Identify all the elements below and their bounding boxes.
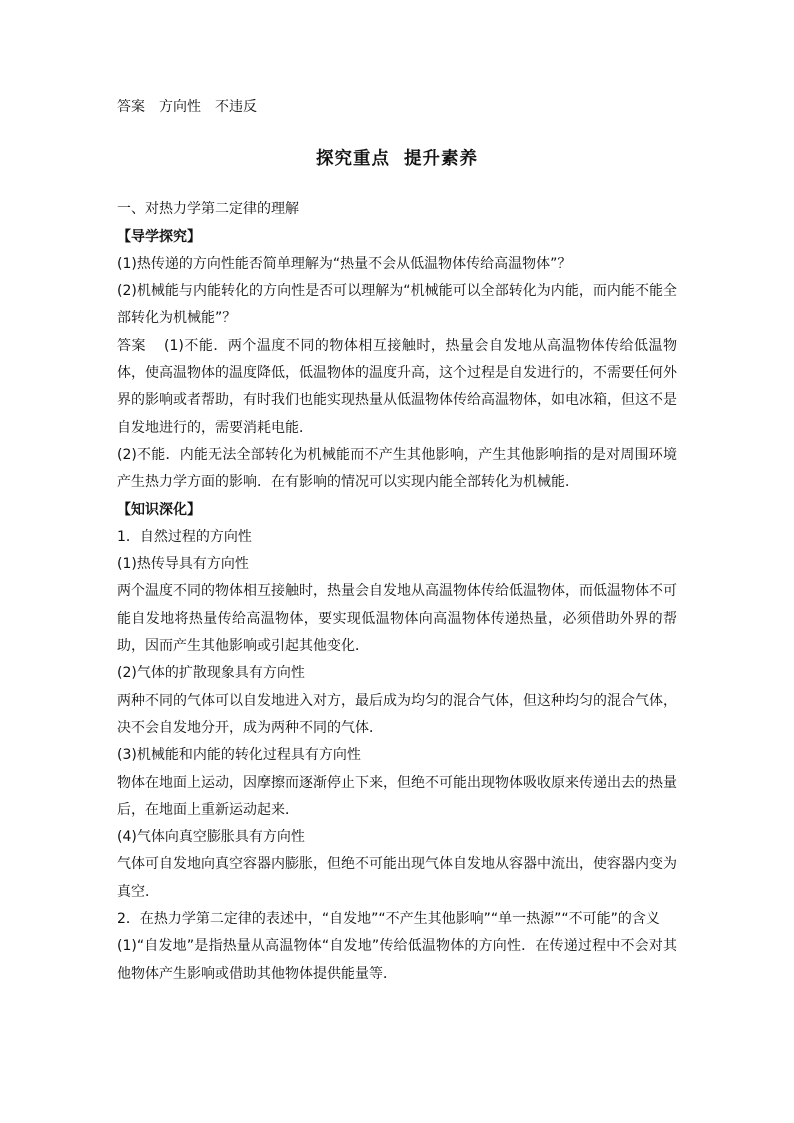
paragraph: 两个温度不同的物体相互接触时，热量会自发地从高温物体传给低温物体，而低温物体不可能自发地将热量传给高温物体，要实现低温物体向高温物体传递热量，必须借助外界的帮助，因而产生其他影响或引起其他变化． bbox=[117, 583, 677, 655]
document-page bbox=[117, 94, 677, 988]
answer-value: 方向性 bbox=[159, 99, 201, 115]
answer-line bbox=[117, 94, 677, 121]
knowledge-item-1: 1．自然过程的方向性 bbox=[117, 528, 252, 545]
answer-1: 答案 (1)不能．两个温度不同的物体相互接触时，热量会自发地从高温物体传给低温物体，使高温物体的温度降低，低温物体的温度升高，这个过程是自发进行的，不需要任何外界的影响或者帮助，有时我们也能实现热量从低温物体传给高温物体，如电冰箱，但这不是自发地进行的，需要消耗电能． bbox=[117, 337, 677, 436]
answer-value: 不违反 bbox=[215, 99, 257, 115]
question-2: (2)机械能与内能转化的方向性是否可以理解为“机械能可以全部转化为内能，而内能不能全部转化为机械能”？ bbox=[117, 283, 677, 327]
paragraph: 两种不同的气体可以自发地进入对方，最后成为均匀的混合气体，但这种均匀的混合气体，决不会自发地分开，成为两种不同的气体． bbox=[117, 692, 677, 736]
subheading: (2)气体的扩散现象具有方向性 bbox=[117, 665, 305, 682]
paragraph: 物体在地面上运动，因摩擦而逐渐停止下来，但绝不可能出现物体吸收原来传递出去的热量后，在地面上重新运动起来． bbox=[117, 774, 677, 818]
guide-tag: 【导学探究】 bbox=[117, 228, 201, 245]
answer-2: (2)不能．内能无法全部转化为机械能而不产生其他影响，产生其他影响指的是对周围环境产生热力学方面的影响．在有影响的情况可以实现内能全部转化为机械能． bbox=[117, 446, 677, 491]
subheading: (3)机械能和内能的转化过程具有方向性 bbox=[117, 747, 361, 764]
answer-label: 答案 bbox=[117, 99, 145, 115]
subheading: (4)气体向真空膨胀具有方向性 bbox=[117, 829, 305, 846]
answer-label: 答案 bbox=[117, 337, 147, 354]
section-title: 探究重点 提升素养 bbox=[316, 149, 478, 170]
paragraph: 气体可自发地向真空容器内膨胀，但绝不可能出现气体自发地从容器中流出，使容器内变为真空． bbox=[117, 856, 677, 900]
knowledge-item-2: 2．在热力学第二定律的表述中，“自发地”“不产生其他影响”“单一热源”“不可能”的含义 bbox=[117, 911, 660, 928]
paragraph: (1)“自发地”是指热量从高温物体“自发地”传给低温物体的方向性．在传递过程中不会对其他物体产生影响或借助其他物体提供能量等． bbox=[117, 938, 677, 982]
knowledge-tag: 【知识深化】 bbox=[117, 501, 201, 518]
subheading: (1)热传导具有方向性 bbox=[117, 556, 249, 573]
question-1: (1)热传递的方向性能否简单理解为“热量不会从低温物体传给高温物体”？ bbox=[117, 255, 572, 272]
heading-1: 一、对热力学第二定律的理解 bbox=[117, 201, 299, 218]
